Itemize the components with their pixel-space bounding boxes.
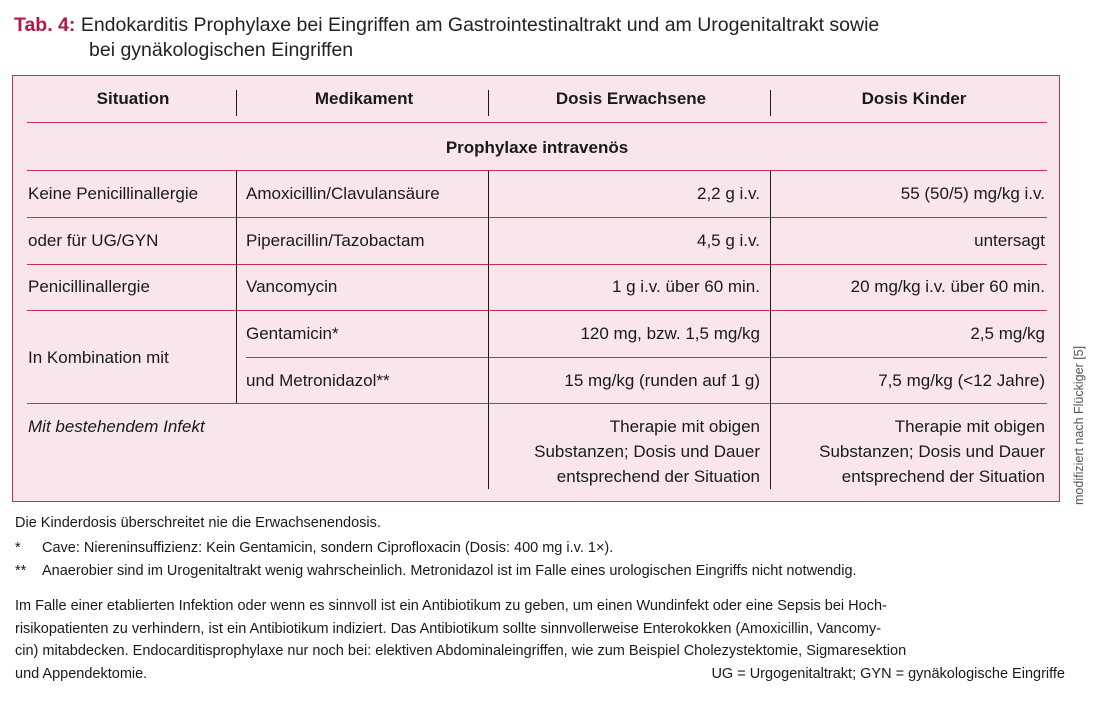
row-2-dosis-erwachsene: 4,5 g i.v. (697, 231, 760, 250)
infekt-erwachsene-line-3: entsprechend der Situation (556, 467, 760, 486)
note-general: Die Kinderdosis überschreitet nie die Erwachsenendosis. (15, 515, 381, 531)
title-line-2: bei gynäkologischen Eingriffen (89, 39, 354, 61)
rule-section (27, 170, 1047, 171)
prophylaxis-table (12, 75, 1060, 502)
section-prophylaxe-intravenoes: Prophylaxe intravenös (445, 138, 629, 157)
header-dosis-erwachsene: Dosis Erwachsene (555, 89, 707, 108)
note-star-1-text: Cave: Niereninsuffizienz: Kein Gentamicin, sondern Ciprofloxacin (Dosis: 400 mg i.v. 1×). (42, 540, 614, 556)
rule-row-5 (27, 403, 1047, 404)
row-1-dosis-kinder: 55 (50/5) mg/kg i.v. (900, 184, 1045, 203)
row-4-situation: In Kombination mit (28, 348, 169, 367)
rule-row-1 (27, 217, 1047, 218)
vsep-header-1 (236, 90, 237, 116)
vsep-body-3 (770, 171, 771, 489)
infekt-erwachsene-line-1: Therapie mit obigen (609, 417, 760, 436)
vsep-header-3 (770, 90, 771, 116)
infekt-situation: Mit bestehendem Infekt (28, 417, 205, 436)
rule-header (27, 122, 1047, 123)
note-star-2-text: Anaerobier sind im Urogenitaltrakt wenig wahrscheinlich. Metronidazol ist im Falle eines urologischen Eingriffs nicht notwendig. (42, 563, 857, 579)
note-star-1 (15, 538, 613, 558)
rule-row-4 (246, 357, 1047, 358)
explanation-paragraph (15, 595, 1065, 685)
row-4-dosis-kinder: 2,5 mg/kg (970, 324, 1045, 343)
table-label: Tab. 4: (14, 14, 76, 36)
title-line-1: Endokarditis Prophylaxe bei Eingriffen am Gastrointestinaltrakt und am Urogenitaltrakt sowie (80, 14, 880, 36)
note-star-1-marker: * (15, 540, 21, 556)
abbreviations-legend: UG = Urgogenitaltrakt; GYN = gynäkologische Eingriffe (711, 665, 1065, 682)
infekt-erwachsene-line-2: Substanzen; Dosis und Dauer (534, 442, 760, 461)
row-1-medikament: Amoxicillin/Clavulansäure (246, 184, 440, 203)
vsep-body-2 (488, 171, 489, 489)
rule-row-2 (27, 264, 1047, 265)
row-3-medikament: Vancomycin (246, 277, 338, 296)
row-4-medikament: Gentamicin* (246, 324, 339, 343)
row-5-dosis-erwachsene: 15 mg/kg (runden auf 1 g) (564, 371, 760, 390)
source-note: modifiziert nach Flückiger [5] (1072, 345, 1086, 505)
row-2-dosis-kinder: untersagt (974, 231, 1045, 250)
vsep-body-1 (236, 171, 237, 403)
row-3-dosis-kinder: 20 mg/kg i.v. über 60 min. (850, 277, 1045, 296)
row-3-dosis-erwachsene: 1 g i.v. über 60 min. (611, 277, 760, 296)
paragraph-line-2: risikopatienten zu verhindern, ist ein Antibiotikum indiziert. Das Antibiotikum sollte sinnvollerweise Enterokokken (Amoxicillin, Vancomy- (15, 620, 882, 637)
vsep-header-2 (488, 90, 489, 116)
row-2-medikament: Piperacillin/Tazobactam (246, 231, 425, 250)
row-2-situation: oder für UG/GYN (28, 231, 159, 250)
header-medikament: Medikament (314, 89, 414, 108)
row-4-dosis-erwachsene: 120 mg, bzw. 1,5 mg/kg (580, 324, 760, 343)
infekt-kinder-line-2: Substanzen; Dosis und Dauer (819, 442, 1045, 461)
row-5-medikament: und Metronidazol** (246, 371, 390, 390)
rule-row-3 (27, 310, 1047, 311)
paragraph-line-1: Im Falle einer etablierten Infektion oder wenn es sinnvoll ist ein Antibiotikum zu geben, um einen Wundinfekt oder eine Sepsis bei Hoch- (15, 598, 887, 614)
paragraph-line-4: und Appendektomie. (15, 665, 148, 682)
header-dosis-kinder: Dosis Kinder (861, 89, 967, 108)
table-title (14, 13, 1074, 63)
paragraph-line-3: cin) mitabdecken. Endocarditisprophylaxe nur noch bei: elektiven Abdominaleingriffen, wie zum Beispiel Cholezystektomie, Sigmaresektion (15, 643, 907, 659)
row-3-situation: Penicillinallergie (28, 277, 150, 296)
row-1-dosis-erwachsene: 2,2 g i.v. (697, 184, 760, 203)
note-star-2-marker: ** (15, 563, 27, 579)
header-situation: Situation (96, 89, 170, 108)
row-1-situation: Keine Penicillinallergie (28, 184, 199, 203)
infekt-kinder-line-1: Therapie mit obigen (894, 417, 1045, 436)
row-5-dosis-kinder: 7,5 mg/kg (<12 Jahre) (878, 371, 1045, 390)
note-star-2 (15, 561, 857, 581)
paragraph-last-line (15, 663, 1065, 686)
infekt-kinder-line-3: entsprechend der Situation (841, 467, 1045, 486)
